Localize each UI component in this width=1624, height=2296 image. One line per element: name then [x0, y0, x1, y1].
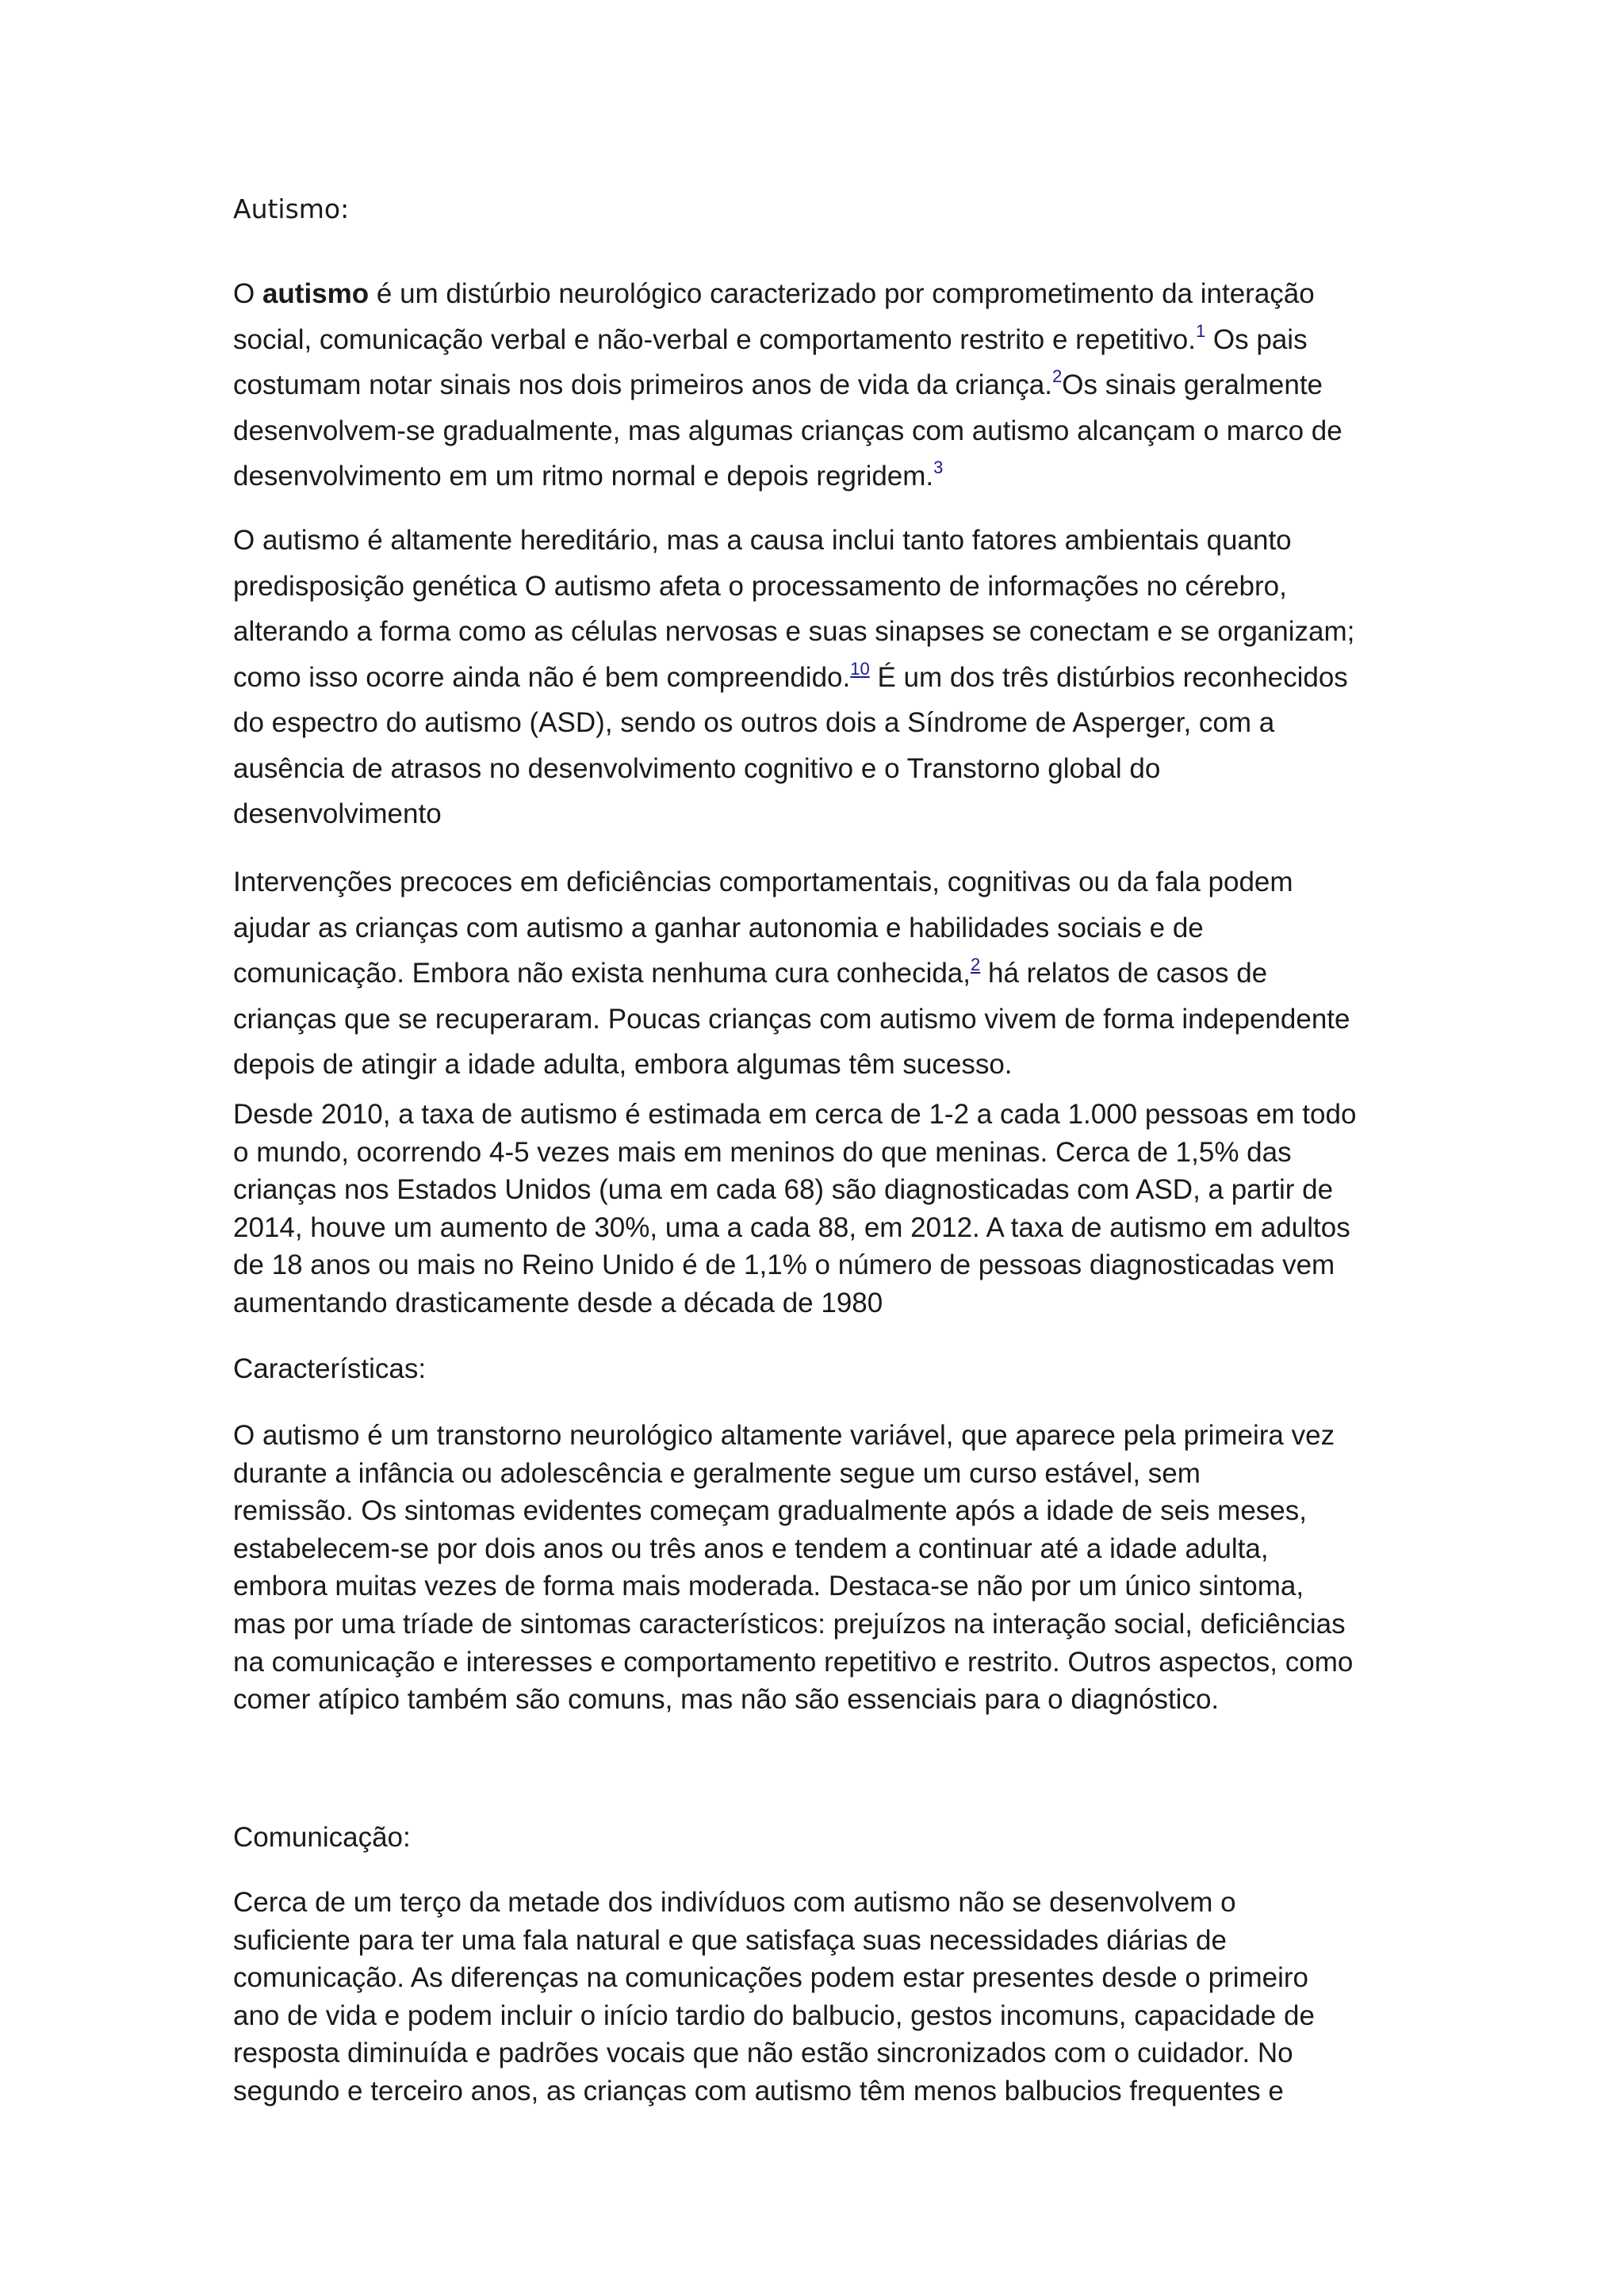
text-line: predisposição genética O autismo afeta o processamento de informações no cérebro,: [233, 570, 1287, 602]
bold-term: autismo: [262, 278, 370, 309]
footnote-link[interactable]: 10: [850, 658, 870, 679]
text-line: de 18 anos ou mais no Reino Unido é de 1,1% o número de pessoas diagnosticadas vem: [233, 1249, 1335, 1281]
text-line: embora muitas vezes de forma mais moderada. Destaca-se não por um único sintoma,: [233, 1571, 1304, 1602]
text-line: depois de atingir a idade adulta, embora algumas têm sucesso.: [233, 1049, 1013, 1080]
section-heading-characteristics: Características:: [233, 1353, 427, 1384]
paragraph-prevalence: [233, 1096, 1423, 1322]
section-heading-communication: Comunicação:: [233, 1822, 411, 1853]
text-line: crianças nos Estados Unidos (uma em cada 68) são diagnosticadas com ASD, a partir de: [233, 1174, 1334, 1206]
text-line: comunicação. As diferenças na comunicações podem estar presentes desde o primeiro: [233, 1962, 1309, 1994]
text-line: o mundo, ocorrendo 4-5 vezes mais em meninos do que meninas. Cerca de 1,5% das: [233, 1136, 1292, 1168]
footnote-link[interactable]: 2: [971, 955, 981, 974]
text-line: Desde 2010, a taxa de autismo é estimada em cerca de 1-2 a cada 1.000 pessoas em todo: [233, 1099, 1357, 1130]
text-line: ajudar as crianças com autismo a ganhar autonomia e habilidades sociais e de: [233, 912, 1204, 943]
text-line: resposta diminuída e padrões vocais que não estão sincronizados com o cuidador. No: [233, 2038, 1293, 2069]
text-line: comunicação. Embora não exista nenhuma cura conhecida,$^2$ há relatos de casos de: [233, 955, 1268, 989]
text-line: Intervenções precoces em deficiências comportamentais, cognitivas ou da fala podem: [233, 867, 1293, 897]
text-line: ausência de atrasos no desenvolvimento cognitivo e o Transtorno global do: [233, 752, 1161, 784]
text-line: crianças que se recuperaram. Poucas crianças com autismo vivem de forma independente: [233, 1003, 1350, 1035]
page-title: Autismo:: [233, 193, 350, 224]
text-line: costumam notar sinais nos dois primeiros anos de vida da criança.$^2$Os sinais geralmente: [233, 366, 1323, 400]
text-line: na comunicação e interesses e comportamento repetitivo e restrito. Outros aspectos, como: [233, 1646, 1354, 1678]
text-line: como isso ocorre ainda não é bem compreendido.$^{10}$ É um dos três distúrbios reconhecidos: [233, 658, 1348, 693]
text-line: desenvolvimento: [233, 798, 442, 829]
text-line: estabelecem-se por dois anos ou três anos e tendem a continuar até a idade adulta,: [233, 1533, 1269, 1564]
footnote-ref[interactable]: 3: [933, 457, 944, 477]
footnote-ref[interactable]: 2: [1052, 366, 1063, 386]
text-line: desenvolvem-se gradualmente, mas algumas crianças com autismo alcançam o marco de: [233, 415, 1342, 446]
text-line: durante a infância ou adolescência e geralmente segue um curso estável, sem: [233, 1457, 1201, 1489]
text-line: Cerca de um terço da metade dos indivíduos com autismo não se desenvolvem o: [233, 1887, 1236, 1918]
paragraph-interventions: [233, 859, 1423, 1088]
text-line: do espectro do autismo (ASD), sendo os outros dois a Síndrome de Asperger, com a: [233, 707, 1275, 738]
text-line: suficiente para ter uma fala natural e que satisfaça suas necessidades diárias de: [233, 1924, 1227, 1956]
text-line: ano de vida e podem incluir o início tardio do balbucio, gestos incomuns, capacidade de: [233, 1999, 1315, 2031]
text-line: O autismo é um distúrbio neurológico caracterizado por comprometimento da interação: [233, 278, 1315, 309]
text-line: 2014, houve um aumento de 30%, uma a cada 88, em 2012. A taxa de autismo em adultos: [233, 1211, 1350, 1243]
text-line: desenvolvimento em um ritmo normal e depois regridem.$^3$: [233, 457, 944, 492]
paragraph-communication: [233, 1884, 1423, 2110]
text-line: social, comunicação verbal e não-verbal e comportamento restrito e repetitivo.$^1$ Os pais: [233, 320, 1308, 355]
paragraph-heredity: [233, 518, 1423, 837]
paragraph-intro: [233, 271, 1423, 499]
paragraph-characteristics: [233, 1417, 1423, 1719]
text-line: mas por uma tríade de sintomas característicos: prejuízos na interação social, deficiências: [233, 1608, 1346, 1640]
text-line: remissão. Os sintomas evidentes começam gradualmente após a idade de seis meses,: [233, 1495, 1307, 1527]
text-line: comer atípico também são comuns, mas não são essenciais para o diagnóstico.: [233, 1684, 1220, 1716]
text-line: O autismo é altamente hereditário, mas a causa inclui tanto fatores ambientais quanto: [233, 525, 1292, 556]
text-line: O autismo é um transtorno neurológico altamente variável, que aparece pela primeira vez: [233, 1420, 1335, 1451]
text-line: segundo e terceiro anos, as crianças com autismo têm menos balbucios frequentes e: [233, 2075, 1284, 2107]
text-line: aumentando drasticamente desde a década de 1980: [233, 1287, 883, 1318]
footnote-ref[interactable]: 1: [1195, 320, 1206, 341]
text-line: alterando a forma como as células nervosas e suas sinapses se conectam e se organizam;: [233, 616, 1355, 647]
